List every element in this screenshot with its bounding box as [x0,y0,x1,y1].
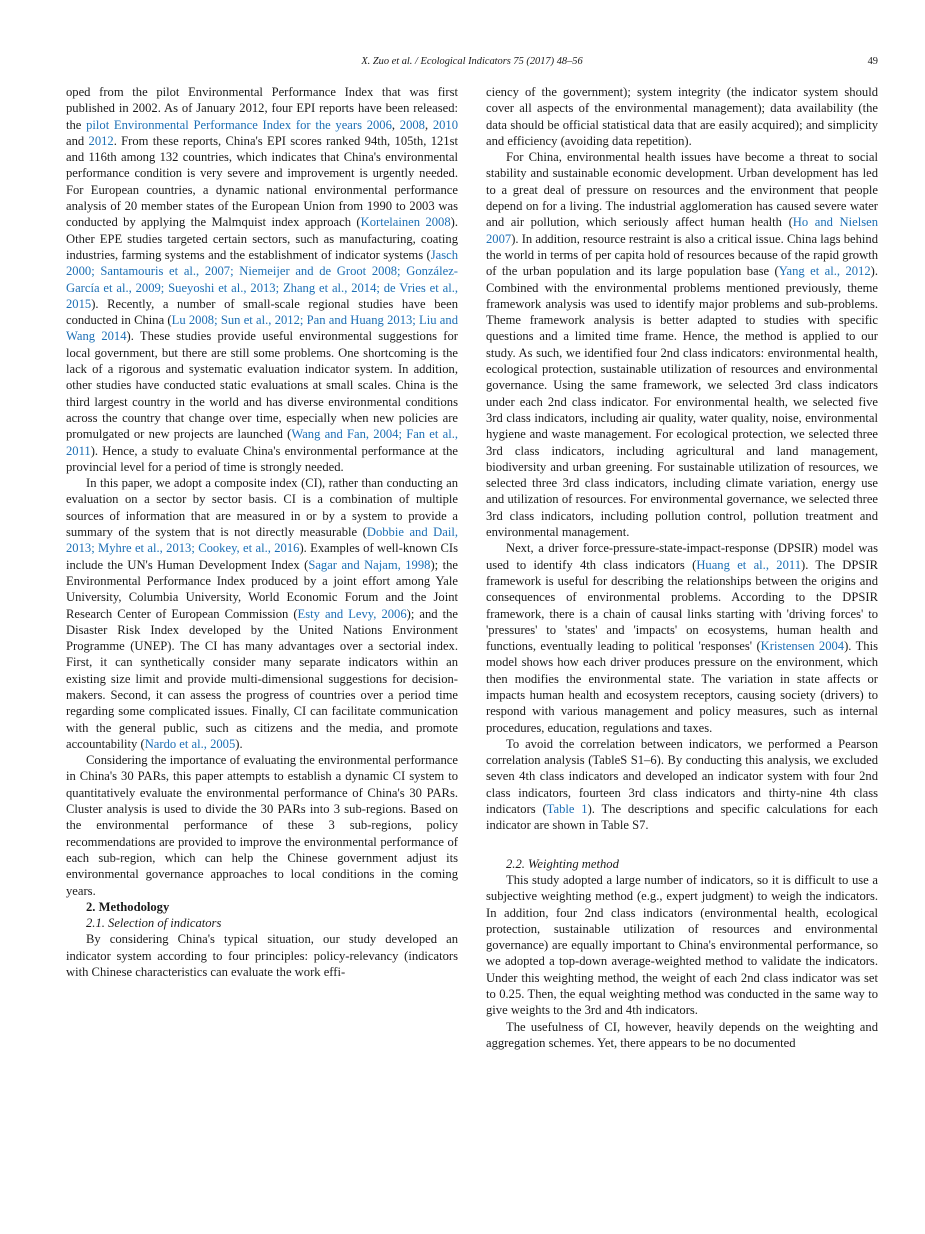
paragraph: Next, a driver force-pressure-state-impact-response (DPSIR) model was used to identify 4th class indicators (Huang et al., 2011). The DPSIR framework is useful for describing the relationships between the origins and consequences of environmental problems. According to the DPSIR framework, there is a chain of causal links starting with 'driving forces' to 'pressures' to 'states' and 'impacts' on ecosystems, human health and functions, eventually leading to political 'responses' (Kristensen 2004). This model shows how each driver produces pressure on the environment, which then modifies the environmental state. The variation in state affects or impacts human health and ecosystem receptors, causing society (drivers) to respond with various management and policy measures, such as internal procedures, education, regulations and taxes. [486,541,879,735]
citation-link[interactable]: Kortelainen 2008 [360,215,451,230]
running-title: X. Zuo et al. / Ecological Indicators 75 (2017) 48–56 [361,56,583,67]
running-header [66,56,878,70]
paragraph: ciency of the government); system integrity (the indicator system should cover all aspects of the environmental management); data availability (the data should be official statistical data that are easily acquired); and simplicity and efficiency (avoiding data repetition). [486,85,878,148]
citation-link[interactable]: Jasch 2000; Santamouris et al., 2007; Niemeijer and de Groot 2008; González-García et al., 2009; Sueyoshi et al., 2013; Zhang et al., 2014; de Vries et al., 2015 [66,247,458,311]
paragraph: For China, environmental health issues have become a threat to social stability and sustainable economic development. Urban development has led to a great deal of pressure on resources and the environment that people depend on for a living. The industrial agglomeration has caused severe water and air pollution, which seriously affect human health (Ho and Nielsen 2007). In addition, resource restraint is also a critical issue. China lags behind the world in terms of per capita hold of resources because of the rapid growth of the urban population and its large population base (Yang et al., 2012). Combined with the environmental problems mentioned previously, theme framework analysis was used to identify major problems and sub-problems. Theme framework analysis is better adapted to studies with specific questions and a limited time frame. Hence, the method is applied to our study. As such, we identified four 2nd class indicators: environmental health, ecological protection, sustainable utilization of resources and environmental governance. Using the same framework, we selected 3rd class indicators under each 2nd class indicator. For environmental health, we selected five 3rd class indicators, including air quality, water quality, noise, environmental hygiene and waste management. For ecological protection, we selected three 3rd class indicators, including agricultural and land management, biodiversity and urban greening. For sustainable utilization of resources, we selected three 3rd class indicators, including climate variation, energy use and utilization of resources. For environmental governance, we selected three 3rd class indicators, including pollution control, pollution treatment and environmental management. [486,150,878,540]
page-number: 49 [867,56,878,67]
citation-link[interactable]: Ho and Nielsen 2007 [486,215,878,246]
citation-link[interactable]: Wang and Fan, 2004; Fan et al., 2011 [66,427,458,458]
citation-link[interactable]: Nardo et al., 2005 [144,736,236,751]
right-column [486,84,878,1051]
citation-link[interactable]: Kristensen 2004 [760,639,845,654]
citation-link[interactable]: Esty and Levy, 2006 [297,606,407,621]
paragraph: The usefulness of CI, however, heavily depends on the weighting and aggregation schemes. Yet, there appears to be no documented [486,1019,878,1050]
subsection-heading: 2.1. Selection of indicators [86,916,222,931]
paragraph: oped from the pilot Environmental Performance Index that was first published in 2002. As of January 2012, four EPI reports have been released: the pilot Environmental Performance Index for the years 2006, 2008, 2010 and 2012. From these reports, China's EPI scores ranked 94th, 105th, 121st and 116th among 132 countries, which indicates that China's environmental performance condition is very severe and improvement is urgently needed. For European countries, a dynamic national environmental performance analysis of 20 member states of the European Union from 1990 to 2003 was conducted by applying the Malmquist index approach (Kortelainen 2008). Other EPE studies targeted certain sectors, such as manufacturing, coating industries, farming systems and the establishment of indicator systems (Jasch 2000; Santamouris et al., 2007; Niemeijer and de Groot 2008; González-García et al., 2009; Sueyoshi et al., 2013; Zhang et al., 2014; de Vries et al., 2015). Recently, a number of small-scale regional studies have been conducted in China (Lu 2008; Sun et al., 2012; Pan and Huang 2013; Liu and Wang 2014). These studies provide useful environmental suggestions for local government, but there are still some problems. One shortcoming is the lack of a rigorous and systematic evaluation indicator system. In addition, other studies have conducted static evaluations at small scales. China is the third largest country in the world and has diverse environmental conditions across the country that change over time, especially when new policies are promulgated or new projects are launched (Wang and Fan, 2004; Fan et al., 2011). Hence, a study to evaluate China's environmental performance at the provincial level for a period of time is strongly needed. [66,85,459,474]
paragraph: To avoid the correlation between indicators, we performed a Pearson correlation analysis (TableS S1–6). By conducting this analysis, we excluded seven 4th class indicators and developed an indicator system with four 2nd class indicators, fourteen 3rd class indicators and thirty-nine 4th class indicators (Table 1). The descriptions and specific calculations for each indicator are shown in Table S7. [486,736,878,833]
table-link[interactable]: Table 1 [546,802,588,817]
citation-link[interactable]: Lu 2008; Sun et al., 2012; Pan and Huang 2013; Liu and Wang 2014 [66,313,458,344]
subsection-heading: 2.2. Weighting method [506,856,619,871]
citation-link[interactable]: Huang et al., 2011 [696,557,801,572]
citation-link[interactable]: Dobbie and Dail, 2013; Myhre et al., 2013; Cookey, et al., 2016 [66,525,458,556]
citation-link[interactable]: 2010 [432,117,459,132]
paragraph: Considering the importance of evaluating the environmental performance in China's 30 PARs, this paper attempts to establish a dynamic CI system to quantitatively evaluate the environmental performance of China's 30 PARs. Cluster analysis is used to divide the 30 PARs into 3 sub-regions. Based on the environmental performance of these 3 sub-regions, policy recommendations are provided to improve the environmental performance of each sub-region, which can help the Chinese government adjust its environmental governance approaches to local conditions in the coming years. [66,753,458,898]
section-heading: 2. Methodology [86,899,170,914]
paragraph: By considering China's typical situation, our study developed an indicator system according to four principles: policy-relevancy (indicators with Chinese characteristics can evaluate the work effi- [66,932,458,980]
paragraph: In this paper, we adopt a composite index (CI), rather than conducting an evaluation on a sector by sector basis. CI is a combination of multiple sources of information that are measured in or by a system to provide a summary of the system that is not directly measurable (Dobbie and Dail, 2013; Myhre et al., 2013; Cookey, et al., 2016). Examples of well-known CIs include the UN's Human Development Index (Sagar and Najam, 1998); the Environmental Performance Index produced by a joint effort among Yale University, Columbia University, World Economic Forum and the Joint Research Center of European Commission (Esty and Levy, 2006); and the Disaster Risk Index developed by the United Nations Environment Programme (UNEP). The CI has many advantages over a sectorial index. First, it can synthetically consider many separate indicators within an existing size limit and provide multi-dimensional suggestions for decision-makers. Second, it can assess the progress of countries over a period time regarding some complicated issues. Finally, CI can facilitate communication with the general public, such as citizens and the media, and promote accountability (Nardo et al., 2005). [66,476,459,751]
citation-link[interactable]: pilot Environmental Performance Index for the years 2006 [86,117,392,132]
citation-link[interactable]: 2012 [88,133,114,148]
left-column [66,84,458,980]
citation-link[interactable]: Yang et al., 2012 [778,264,871,279]
citation-link[interactable]: 2008 [399,117,425,132]
citation-link[interactable]: Sagar and Najam, 1998 [308,557,431,572]
paragraph: This study adopted a large number of indicators, so it is difficult to use a subjective weighting method (e.g., expert judgment) to weigh the indicators. In addition, four 2nd class indicators (environmental health, ecological protection, sustainable utilization of resources and environmental governance) are equally important to China's environmental performance, so we adopted a top-down average-weighted method to validate the indicators. Under this weighting method, the weight of each 2nd class indicator was set to 0.25. Then, the equal weighting method was conducted in the same way to give weights to the 3rd and 4th indicators. [486,872,878,1018]
